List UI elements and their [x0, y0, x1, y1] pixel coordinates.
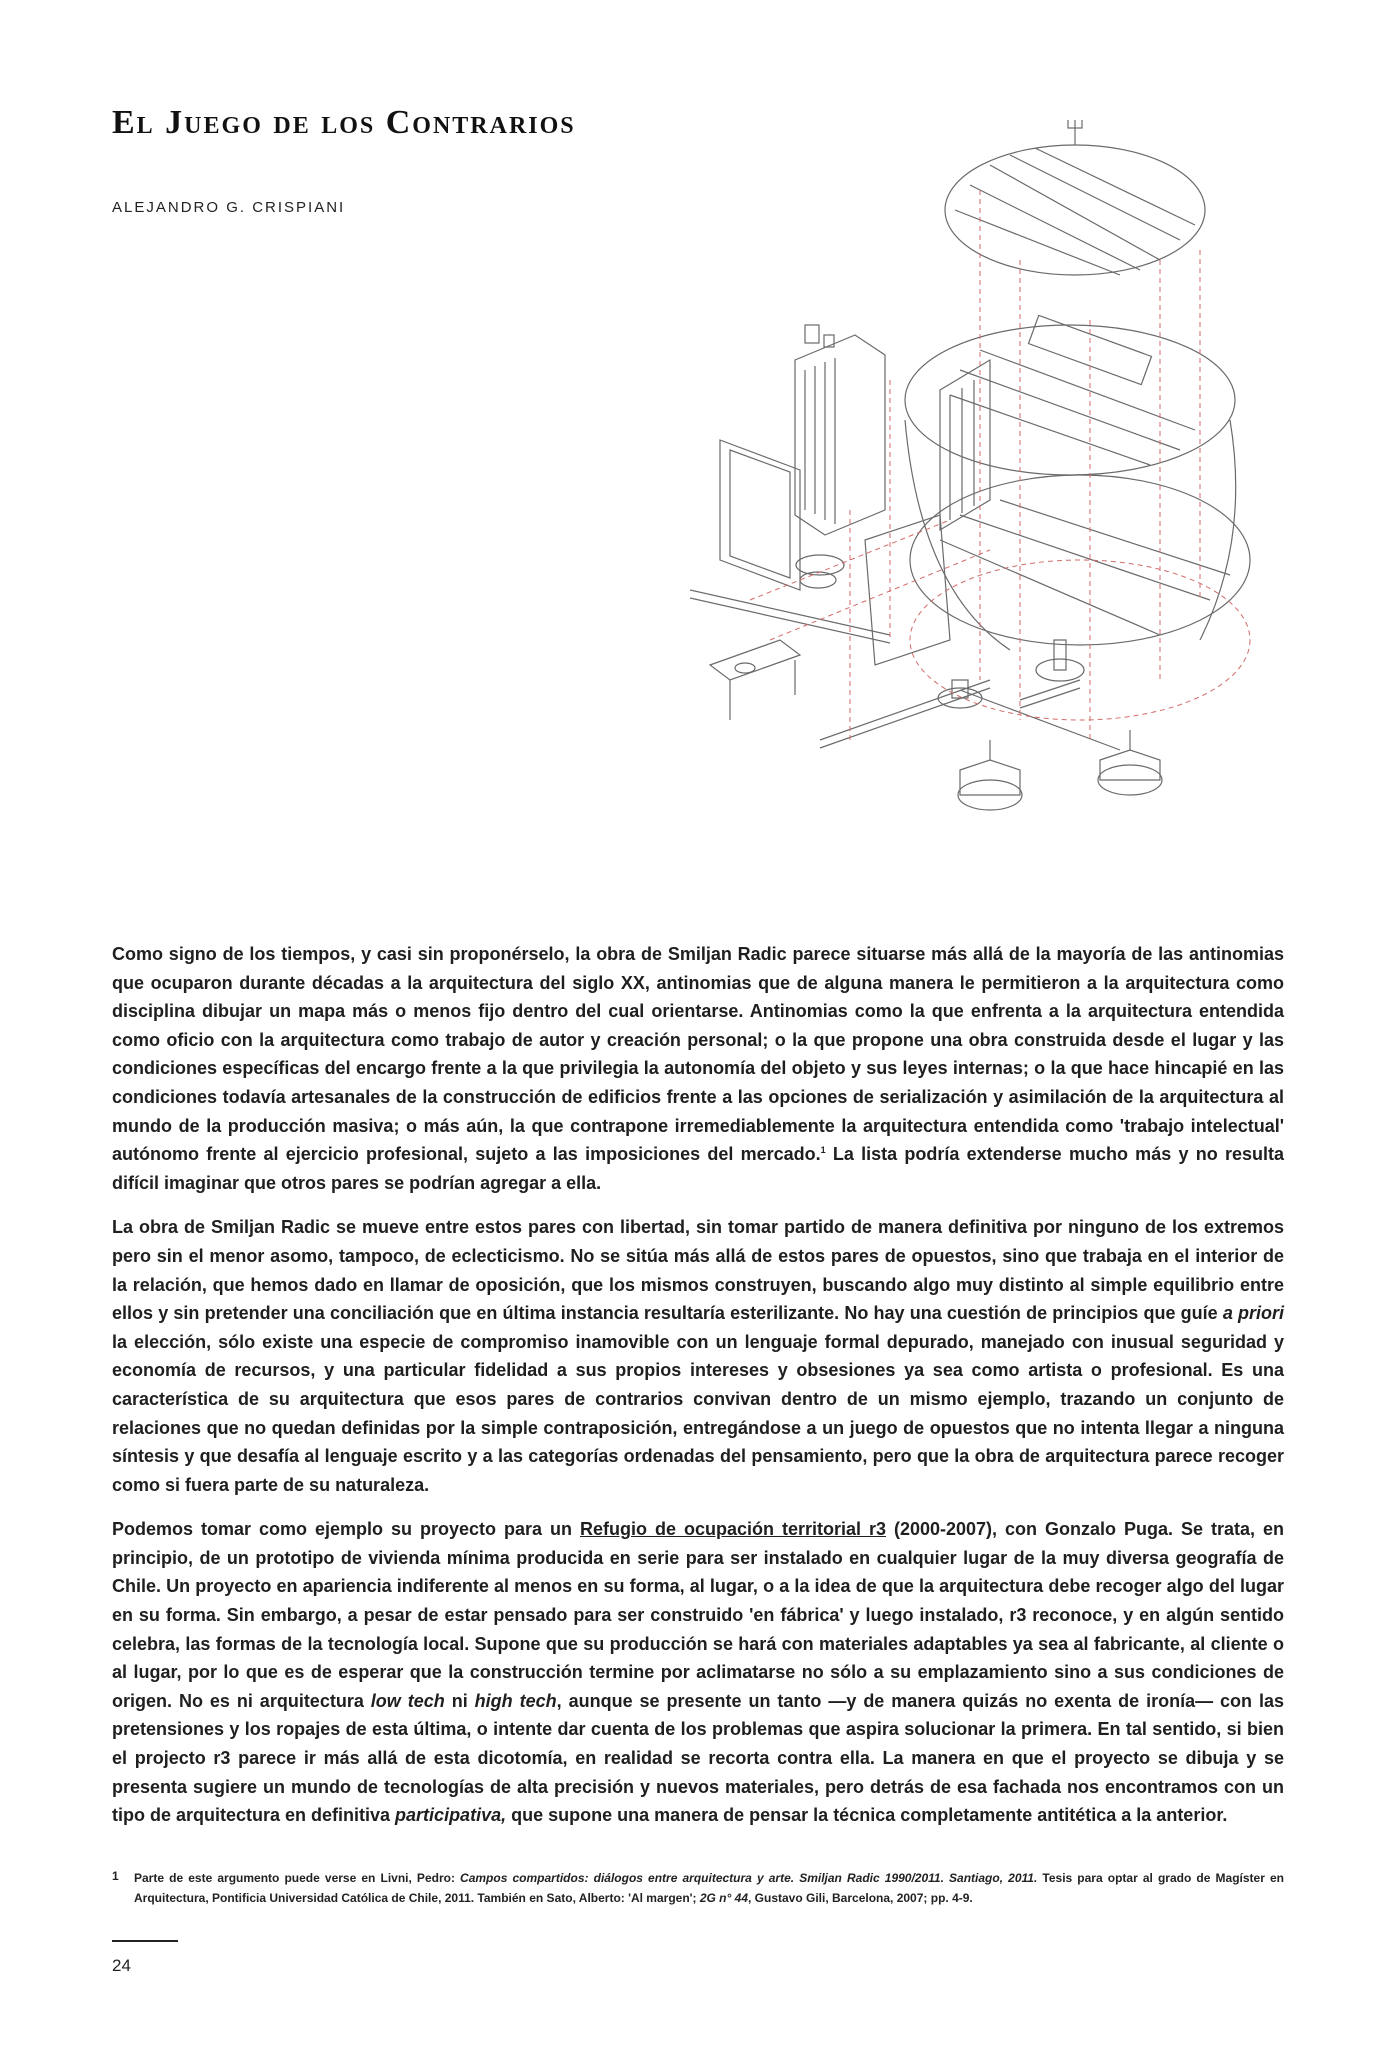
paragraph-2-text-b: la elección, sólo existe una especie de compromiso inamovible con un lenguaje formal depurado, manejado con inusual seguridad y economía de recursos, y una particular fidelidad a sus propios intereses y obsesiones ya sea como artista o profesional. Es una característica de su arquitectura que esos pares de contrarios convivan dentro de un mismo ejemplo, trazando un conjunto de relaciones que no quedan definidas por la simple contraposición, entregándose a un juego de opuestos que no intenta llegar a ninguna síntesis y que desafía al lenguaje escrito y a las categorías ordenadas del pensamiento, pero que la obra de arquitectura parece recoger como si fuera parte de su naturaleza.	[112, 1331, 1284, 1495]
paragraph-1-text-a: Como signo de los tiempos, y casi sin proponérselo, la obra de Smiljan Radic parece situarse más allá de la mayoría de las antinomias que ocuparon durante décadas a la arquitectura del siglo XX, antinomias que de alguna manera le permitieron a la arquitectura como disciplina dibujar un mapa más o menos fijo dentro del cual orientarse. Antinomias como la que enfrenta a la arquitectura entendida como oficio con la arquitectura como trabajo de autor y creación personal; o la que propone una obra construida desde el lugar y las condiciones específicas del encargo frente a la que privilegia la autonomía del objeto y sus leyes internas; o la que hace hincapié en las condiciones todavía artesanales de la construcción de edificios frente a las opciones de serialización y asimilación de la arquitectura al mundo de la producción masiva; o más aún, la que contrapone irremediablemente la arquitectura entendida como 'trabajo intelectual' autónomo frente al ejercicio profesional, sujeto a las imposiciones del mercado.	[112, 944, 1284, 1165]
page-rule	[112, 1940, 178, 1942]
footnote-emphasis-1: Campos compartidos: diálogos entre arquitectura y arte. Smiljan Radic 1990/2011. Santiago, 2011.	[460, 1871, 1038, 1885]
footnote-text-b: Tesis para optar al grado de Magíster en Arquitectura, Pontificia Universidad Católica de Chile, 2011. También en Sato, Alberto: 'Al margen';	[134, 1871, 1284, 1905]
footnote-number: 1	[112, 1869, 119, 1883]
footnote-text-a: Parte de este argumento puede verse en Livni, Pedro:	[134, 1871, 461, 1885]
paragraph-3-emphasis-1: low tech	[370, 1690, 445, 1711]
article-title: El Juego de los Contrarios	[112, 104, 576, 141]
article-author: ALEJANDRO G. CRISPIANI	[112, 199, 346, 216]
footnote-text-c: , Gustavo Gili, Barcelona, 2007; pp. 4-9.	[748, 1891, 973, 1905]
paragraph-3-text-c: ni	[444, 1690, 475, 1711]
paragraph-3-text-a: Podemos tomar como ejemplo su proyecto para un	[112, 1519, 580, 1540]
paragraph-2	[112, 1213, 1284, 1499]
paragraph-3-emphasis-3: participativa,	[395, 1805, 507, 1826]
exploded-axonometric-drawing	[690, 120, 1330, 880]
page-number: 24	[112, 1956, 131, 1975]
paragraph-2-emphasis: a priori	[1222, 1303, 1285, 1324]
paragraph-1	[112, 940, 1284, 1197]
article-body	[112, 940, 1284, 1846]
paragraph-3	[112, 1515, 1284, 1830]
footnote	[112, 1868, 1284, 1908]
paragraph-3-text-e: que supone una manera de pensar la técnica completamente antitética a la anterior.	[506, 1805, 1228, 1826]
paragraph-3-text-b: (2000-2007), con Gonzalo Puga. Se trata, en principio, de un prototipo de vivienda mínima producida en serie para ser instalado en cualquier lugar de la muy diversa geografía de Chile. Un proyecto en apariencia indiferente al menos en su forma, al lugar, o a la idea de que la arquitectura debe recoger algo del lugar en su forma. Sin embargo, a pesar de estar pensado para ser construido 'en fábrica' y luego instalado, r3 reconoce, y en algún sentido celebra, las formas de la tecnología local. Supone que su producción se hará con materiales adaptables ya sea al fabricante, al cliente o al lugar, por lo que es de esperar que la construcción termine por aclimatarse no sólo a su emplazamiento sino a sus condiciones de origen. No es ni arquitectura	[112, 1519, 1285, 1711]
paragraph-2-text-a: La obra de Smiljan Radic se mueve entre estos pares con libertad, sin tomar partido de manera definitiva por ninguno de los extremos pero sin el menor asomo, tampoco, de eclecticismo. No se sitúa más allá de estos pares de opuestos, sino que trabaja en el interior de la relación, que hemos dado en llamar de oposición, que los mismos construyen, buscando algo muy distinto al simple equilibrio entre ellos y sin pretender una conciliación que en última instancia resultaría esterilizante. No hay una cuestión de principios que guíe	[112, 1217, 1284, 1324]
refugio-r3-link[interactable]: Refugio de ocupación territorial r3	[579, 1519, 886, 1540]
footnote-emphasis-2: 2G n° 44	[699, 1891, 748, 1905]
paragraph-1-text-b: La lista podría extenderse mucho más y no resulta difícil imaginar que otros pares se podrían agregar a ella.	[112, 1144, 1284, 1193]
footnote-ref-1[interactable]: 1	[820, 1145, 826, 1156]
paragraph-3-emphasis-2: high tech	[474, 1690, 557, 1711]
footnote-text	[134, 1868, 1284, 1908]
paragraph-3-text-d: , aunque se presente un tanto —y de manera quizás no exenta de ironía— con las pretensiones y los ropajes de esta última, o intente dar cuenta de los problemas que aspira solucionar la primera. En tal sentido, si bien el projecto r3 parece ir más allá de esta dicotomía, en realidad se recorta contra ella. La manera en que el proyecto se dibuja y se presenta sugiere un mundo de tecnologías de alta precisión y nuevos materiales, pero detrás de esa fachada nos encontramos con un tipo de arquitectura en definitiva	[112, 1690, 1285, 1826]
